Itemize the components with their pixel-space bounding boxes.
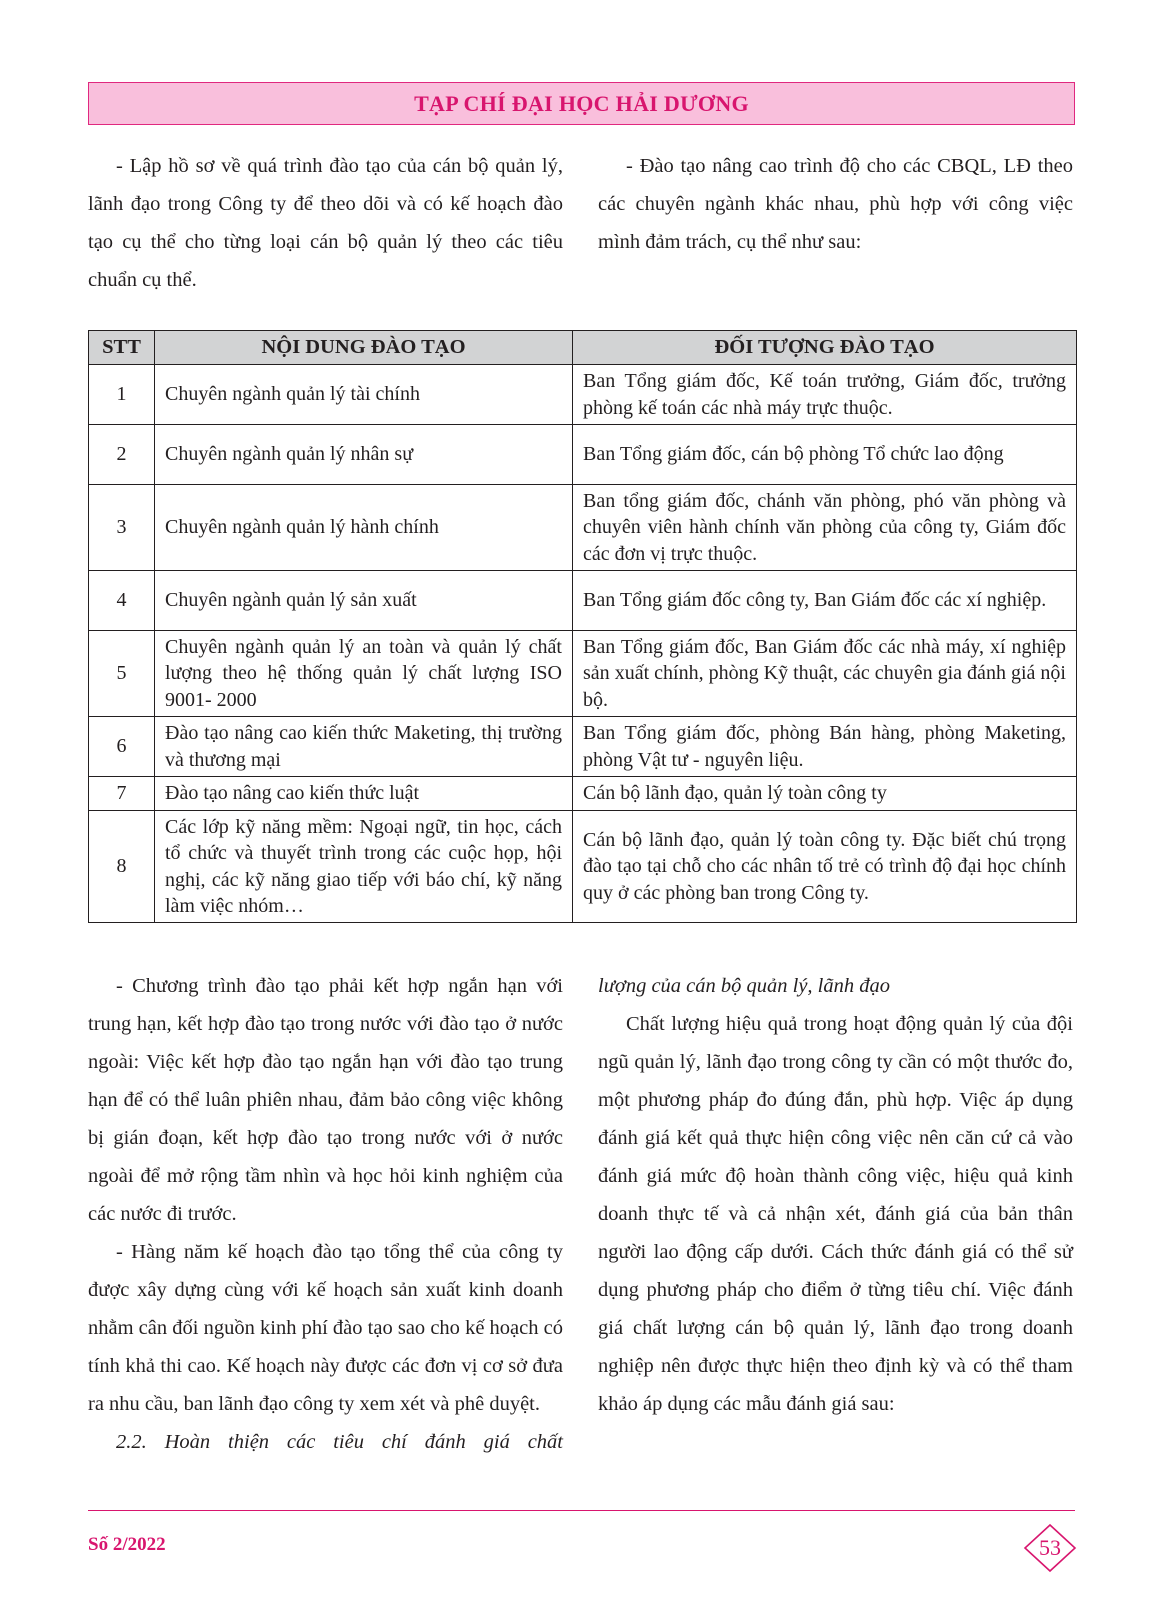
issue-number: Số 2/2022 [88, 1534, 166, 1555]
cell-content: Chuyên ngành quản lý hành chính [155, 485, 573, 571]
top-right-column [598, 147, 1073, 261]
training-table [88, 330, 1077, 923]
cell-content: Đào tạo nâng cao kiến thức Maketing, thị trường và thương mại [155, 717, 573, 777]
cell-stt: 2 [89, 425, 155, 485]
cell-content: Các lớp kỹ năng mềm: Ngoại ngữ, tin học, cách tổ chức và thuyết trình trong các cuộc họp, hội nghị, các kỹ năng giao tiếp với báo chí, kỹ năng làm việc nhóm… [155, 811, 573, 923]
cell-content: Chuyên ngành quản lý an toàn và quản lý chất lượng theo hệ thống quản lý chất lượng ISO 9001- 2000 [155, 631, 573, 717]
journal-title: TẠP CHÍ ĐẠI HỌC HẢI DƯƠNG [414, 90, 749, 116]
cell-target: Ban Tổng giám đốc công ty, Ban Giám đốc các xí nghiệp. [573, 571, 1077, 631]
top-left-column [88, 147, 563, 299]
section-heading-continued: lượng của cán bộ quản lý, lãnh đạo [598, 975, 891, 997]
cell-stt: 4 [89, 571, 155, 631]
table-row [89, 811, 1077, 923]
bottom-left-column [88, 967, 563, 1461]
paragraph: - Hàng năm kế hoạch đào tạo tổng thể của công ty được xây dựng cùng với kế hoạch sản xuất kinh doanh nhằm cân đối nguồn kinh phí đào tạo sao cho kế hoạch có tính khả thi cao. Kế hoạch này được các đơn vị cơ sở đưa ra nhu cầu, ban lãnh đạo công ty xem xét và phê duyệt. [88, 1241, 563, 1415]
cell-target: Cán bộ lãnh đạo, quản lý toàn công ty [573, 777, 1077, 811]
paragraph: - Đào tạo nâng cao trình độ cho các CBQL, LĐ theo các chuyên ngành khác nhau, phù hợp với công việc mình đảm trách, cụ thể như sau: [598, 155, 1073, 253]
cell-content: Chuyên ngành quản lý sản xuất [155, 571, 573, 631]
cell-content: Đào tạo nâng cao kiến thức luật [155, 777, 573, 811]
cell-stt: 3 [89, 485, 155, 571]
header-target: ĐỐI TƯỢNG ĐÀO TẠO [573, 331, 1077, 365]
cell-stt: 7 [89, 777, 155, 811]
footer-divider [88, 1510, 1075, 1511]
page-number: 53 [1039, 1535, 1061, 1560]
paragraph: Chất lượng hiệu quả trong hoạt động quản lý của đội ngũ quản lý, lãnh đạo trong công ty cần có một thước đo, một phương pháp đo đúng đắn, phù hợp. Việc áp dụng đánh giá kết quả thực hiện công việc nên căn cứ cả vào đánh giá mức độ hoàn thành công việc, hiệu quả kinh doanh thực tế và cả nhận xét, đánh giá của bản thân người lao động cấp dưới. Cách thức đánh giá có thể sử dụng phương pháp cho điểm ở từng tiêu chí. Việc đánh giá chất lượng cán bộ quản lý, lãnh đạo trong doanh nghiệp nên được thực hiện theo định kỳ và có thể tham khảo áp dụng các mẫu đánh giá sau: [598, 1013, 1073, 1415]
cell-stt: 1 [89, 365, 155, 425]
cell-stt: 5 [89, 631, 155, 717]
cell-content: Chuyên ngành quản lý tài chính [155, 365, 573, 425]
table-row [89, 485, 1077, 571]
paragraph: - Lập hồ sơ về quá trình đào tạo của cán bộ quản lý, lãnh đạo trong Công ty để theo dõi và có kế hoạch đào tạo cụ thể cho từng loại cán bộ quản lý theo các tiêu chuẩn cụ thể. [88, 155, 563, 291]
table-row [89, 365, 1077, 425]
page-number-badge [1023, 1523, 1077, 1573]
cell-content: Chuyên ngành quản lý nhân sự [155, 425, 573, 485]
cell-target: Ban Tổng giám đốc, Ban Giám đốc các nhà máy, xí nghiệp sản xuất chính, phòng Kỹ thuật, các chuyên gia đánh giá nội bộ. [573, 631, 1077, 717]
cell-stt: 8 [89, 811, 155, 923]
table-header-row [89, 331, 1077, 365]
cell-target: Ban tổng giám đốc, chánh văn phòng, phó văn phòng và chuyên viên hành chính văn phòng của công ty, Giám đốc các đơn vị trực thuộc. [573, 485, 1077, 571]
cell-stt: 6 [89, 717, 155, 777]
table-row [89, 571, 1077, 631]
cell-target: Ban Tổng giám đốc, cán bộ phòng Tổ chức lao động [573, 425, 1077, 485]
bottom-right-column [598, 967, 1073, 1423]
paragraph: - Chương trình đào tạo phải kết hợp ngắn hạn với trung hạn, kết hợp đào tạo trong nước với đào tạo ở nước ngoài: Việc kết hợp đào tạo ngắn hạn với đào tạo trung hạn để có thể luân phiên nhau, đảm bảo công việc không bị gián đoạn, kết hợp đào tạo trong nước với ở nước ngoài để mở rộng tầm nhìn và học hỏi kinh nghiệm của các nước đi trước. [88, 975, 563, 1225]
table-row [89, 631, 1077, 717]
header-content: NỘI DUNG ĐÀO TẠO [155, 331, 573, 365]
cell-target: Ban Tổng giám đốc, Kế toán trưởng, Giám đốc, trưởng phòng kế toán các nhà máy trực thuộc. [573, 365, 1077, 425]
cell-target: Cán bộ lãnh đạo, quản lý toàn công ty. Đặc biết chú trọng đào tạo tại chỗ cho các nhân tố trẻ có trình độ đại học chính quy ở các phòng ban trong Công ty. [573, 811, 1077, 923]
table-row [89, 777, 1077, 811]
table-row [89, 425, 1077, 485]
header-stt: STT [89, 331, 155, 365]
section-heading: 2.2. Hoàn thiện các tiêu chí đánh giá chất [116, 1431, 563, 1453]
cell-target: Ban Tổng giám đốc, phòng Bán hàng, phòng Maketing, phòng Vật tư - nguyên liệu. [573, 717, 1077, 777]
table-row [89, 717, 1077, 777]
journal-header [88, 82, 1075, 125]
